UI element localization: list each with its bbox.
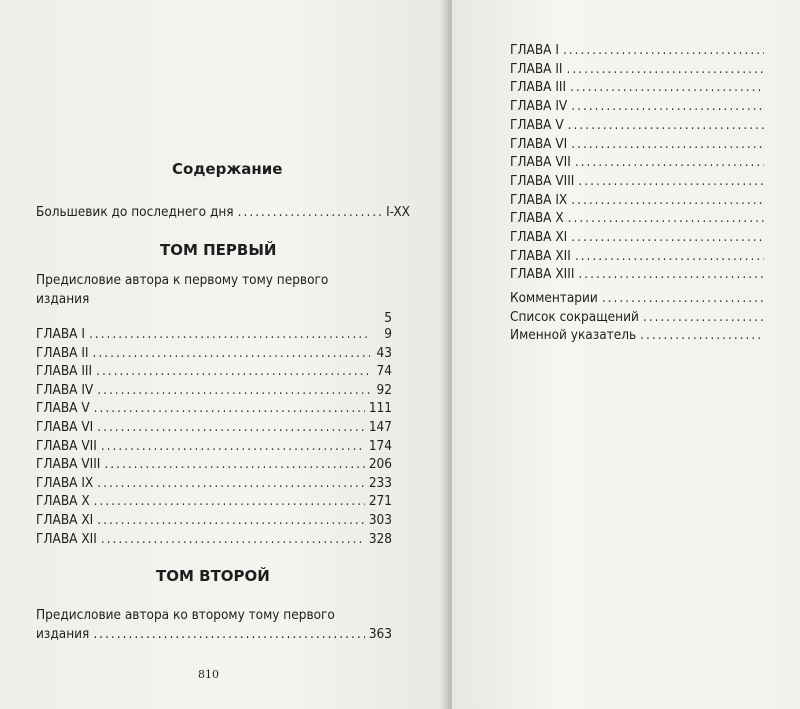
preface-v2-line2: издания xyxy=(36,626,90,642)
toc-chapter-entry xyxy=(36,437,392,455)
leader-dots xyxy=(97,418,365,436)
leader-dots xyxy=(575,153,764,171)
preface-v2-page: 363 xyxy=(368,626,392,642)
toc-entry-page: 147 xyxy=(368,419,392,435)
toc-entry-label: ГЛАВА III xyxy=(36,363,93,380)
toc-chapter-entry xyxy=(510,78,768,96)
leader-dots xyxy=(101,437,365,455)
toc-chapter-entry xyxy=(36,418,392,436)
toc-chapter-entry xyxy=(510,228,768,246)
leader-dots xyxy=(643,308,764,326)
toc-entry-label: Большевик до последнего дня xyxy=(36,204,234,220)
toc-entry-page: 271 xyxy=(368,493,392,510)
leader-dots xyxy=(571,228,764,246)
toc-chapter-entry xyxy=(510,60,768,78)
toc-chapter-entry xyxy=(510,191,768,209)
leader-dots xyxy=(97,474,365,492)
leader-dots xyxy=(94,492,365,510)
leader-dots xyxy=(93,625,364,644)
toc-entry-label: Список сокращений xyxy=(510,308,639,325)
toc-entry-page: I-XX xyxy=(386,204,410,220)
toc-chapter-entry xyxy=(510,116,768,134)
toc-chapter-entry xyxy=(36,492,392,510)
leader-dots xyxy=(570,78,764,96)
toc-backmatter-entry xyxy=(510,326,768,344)
toc-chapter-entry xyxy=(510,153,768,171)
toc-entry-label: ГЛАВА VIII xyxy=(510,172,575,189)
toc-entry-label: ГЛАВА VIII xyxy=(36,456,101,473)
toc-entry-label: ГЛАВА XII xyxy=(36,530,97,547)
toc-chapter-entry xyxy=(510,247,768,265)
toc-entry-label: ГЛАВА I xyxy=(510,42,559,58)
leader-dots xyxy=(89,325,370,343)
toc-entry-label: ГЛАВА XII xyxy=(510,247,571,264)
leader-dots xyxy=(578,265,764,283)
preface-v1-line2: издания xyxy=(36,291,90,307)
toc-chapter-entry xyxy=(36,344,392,362)
toc-entry-label: ГЛАВА IV xyxy=(36,381,94,398)
toc-entry-label: ГЛАВА IX xyxy=(510,191,568,208)
toc-entry-page: 74 xyxy=(376,363,392,380)
toc-backmatter-entry xyxy=(510,308,768,326)
toc-entry-preface-v2 xyxy=(36,606,392,644)
toc-entry-label: ГЛАВА V xyxy=(510,116,564,133)
right-page xyxy=(452,0,800,709)
toc-entry-label: ГЛАВА XI xyxy=(36,512,94,528)
toc-entry-label: ГЛАВА III xyxy=(510,79,567,96)
leader-dots xyxy=(568,116,764,134)
toc-chapter-entry xyxy=(510,209,768,227)
toc-entry-label: ГЛАВА IV xyxy=(510,98,568,115)
toc-entry-label: ГЛАВА II xyxy=(510,60,563,77)
leader-dots xyxy=(571,97,764,115)
toc-entry-intro xyxy=(36,203,410,221)
toc-entry-label: ГЛАВА V xyxy=(36,400,90,417)
leader-dots xyxy=(96,362,370,380)
toc-chapter-entry xyxy=(510,97,768,115)
toc-entry-label: ГЛАВА X xyxy=(36,493,90,510)
toc-entry-page: 206 xyxy=(368,456,392,473)
leader-dots xyxy=(238,203,382,221)
preface-v1-page: 5 xyxy=(384,310,392,326)
leader-dots xyxy=(571,135,764,153)
toc-entry-label: ГЛАВА VII xyxy=(510,154,571,171)
leader-dots xyxy=(97,511,365,529)
toc-entry-label: ГЛАВА VI xyxy=(36,419,94,435)
leader-dots xyxy=(101,530,365,548)
toc-chapter-entry xyxy=(510,135,768,153)
toc-chapter-entry xyxy=(36,474,392,492)
leader-dots xyxy=(567,60,764,78)
toc-chapter-entry xyxy=(510,172,768,190)
page-number: 810 xyxy=(198,668,219,681)
toc-chapter-entry xyxy=(36,399,392,417)
leader-dots xyxy=(104,455,364,473)
toc-entry-label: ГЛАВА X xyxy=(510,210,564,227)
toc-entry-page: 174 xyxy=(368,437,392,454)
toc-entry-label: Именной указатель xyxy=(510,327,637,344)
toc-chapter-entry xyxy=(36,325,392,343)
toc-entry-label: ГЛАВА II xyxy=(36,344,89,361)
toc-entry-page: 328 xyxy=(368,530,392,547)
toc-entry-preface-v1 xyxy=(36,271,392,328)
contents-heading: Содержание xyxy=(172,160,283,178)
leader-dots xyxy=(94,399,365,417)
toc-chapter-entry xyxy=(36,530,392,548)
toc-chapter-entry xyxy=(510,41,768,59)
toc-entry-page: 43 xyxy=(376,344,392,361)
toc-chapter-entry xyxy=(510,265,768,283)
leader-dots xyxy=(578,172,764,190)
toc-entry-label: ГЛАВА XI xyxy=(510,229,568,245)
toc-entry-page: 111 xyxy=(368,400,392,417)
toc-entry-label: ГЛАВА VII xyxy=(36,437,97,454)
leader-dots xyxy=(93,344,370,362)
leader-dots xyxy=(568,209,764,227)
preface-v1-line1: Предисловие автора к первому тому первого xyxy=(36,272,329,288)
leader-dots xyxy=(97,381,370,399)
toc-entry-label: ГЛАВА IX xyxy=(36,474,94,491)
toc-backmatter-entry xyxy=(510,289,768,307)
toc-chapter-entry xyxy=(36,511,392,529)
toc-chapter-entry xyxy=(36,381,392,399)
leader-dots xyxy=(602,289,764,307)
toc-entry-page: 9 xyxy=(384,326,392,342)
toc-entry-label: ГЛАВА I xyxy=(36,326,85,342)
leader-dots xyxy=(640,326,764,344)
toc-entry-page: 303 xyxy=(368,512,392,528)
toc-chapter-entry xyxy=(36,455,392,473)
preface-v2-line1: Предисловие автора ко второму тому первого xyxy=(36,607,335,623)
toc-entry-label: ГЛАВА VI xyxy=(510,135,568,152)
toc-entry-page: 92 xyxy=(376,381,392,398)
toc-entry-label: Комментарии xyxy=(510,290,598,306)
toc-entry-label: ГЛАВА XIII xyxy=(510,266,575,283)
leader-dots xyxy=(563,41,764,59)
leader-dots xyxy=(571,191,764,209)
volume1-title: ТОМ ПЕРВЫЙ xyxy=(160,241,277,259)
leader-dots xyxy=(575,247,764,265)
toc-entry-page: 233 xyxy=(368,474,392,491)
volume2-title: ТОМ ВТОРОЙ xyxy=(156,567,270,585)
toc-chapter-entry xyxy=(36,362,392,380)
